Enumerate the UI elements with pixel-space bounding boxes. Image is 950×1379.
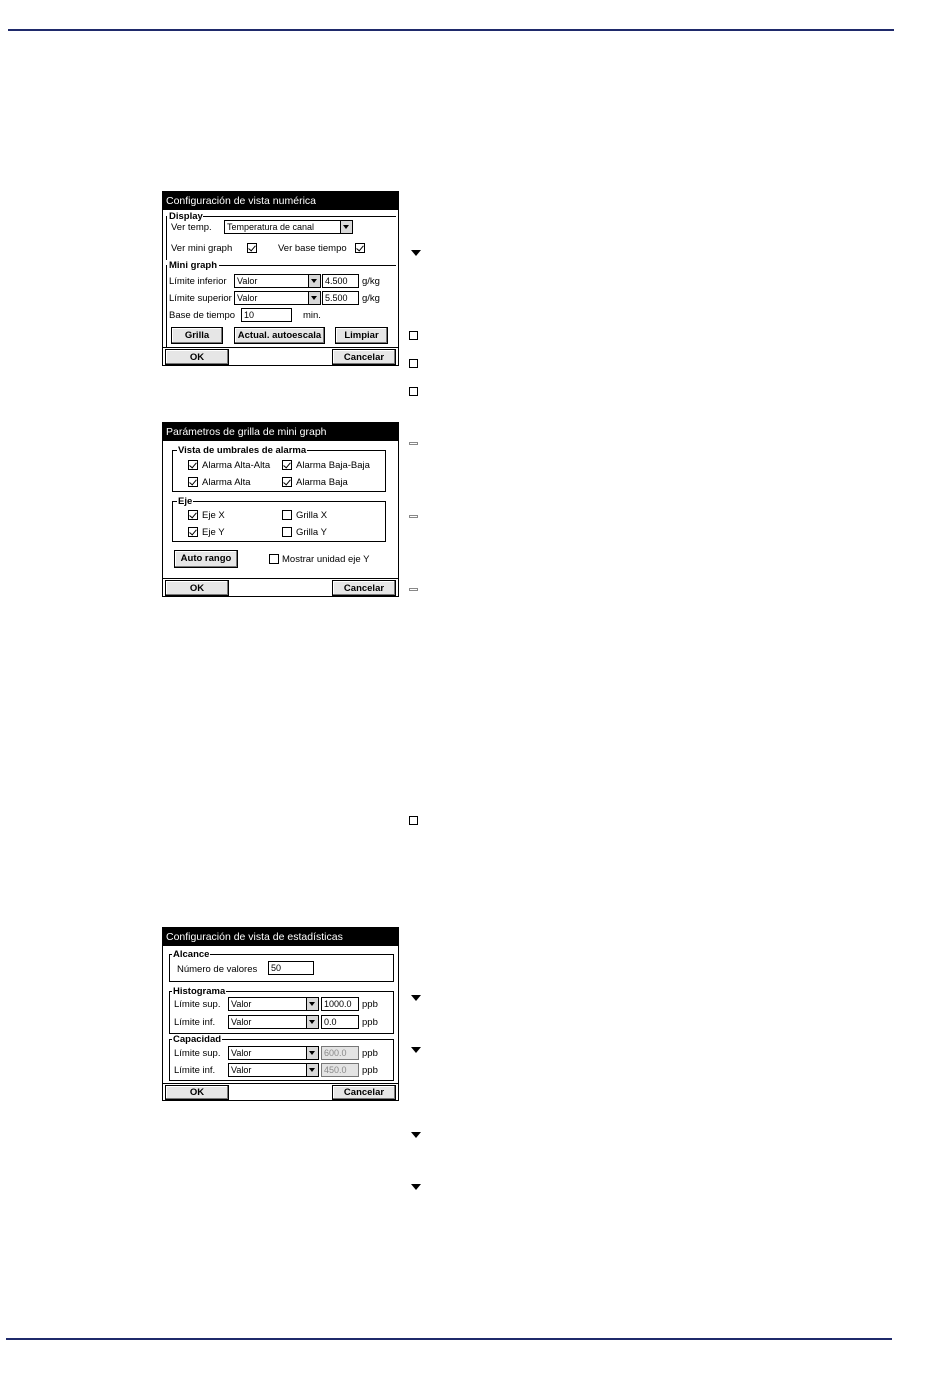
- limite-superior-select[interactable]: [234, 291, 321, 305]
- numero-valores-input[interactable]: 50: [268, 961, 314, 975]
- square-bullet-icon: [409, 359, 418, 368]
- mini-graph-group-left: [166, 265, 167, 347]
- alarma-baja-baja-checkbox[interactable]: [282, 460, 292, 470]
- top-rule: [8, 29, 894, 31]
- base-tiempo-input[interactable]: 10: [241, 308, 292, 322]
- ver-base-tiempo-checkbox[interactable]: [355, 243, 365, 253]
- grilla-x-checkbox[interactable]: [282, 510, 292, 520]
- numeric-view-config-dialog: [162, 191, 399, 366]
- grilla-x-label: Grilla X: [296, 510, 328, 521]
- ver-temp-value: Temperatura de canal: [227, 222, 315, 232]
- chevron-down-icon[interactable]: [306, 1047, 318, 1059]
- cancel-button[interactable]: Cancelar: [332, 1085, 396, 1100]
- grilla-button[interactable]: Grilla: [171, 327, 223, 344]
- h-limite-inf-unit: ppb: [362, 1017, 378, 1028]
- dialog-title: Parámetros de grilla de mini graph: [163, 423, 398, 441]
- c-limite-inf-select[interactable]: [228, 1063, 319, 1077]
- grilla-y-label: Grilla Y: [296, 527, 327, 538]
- ok-button[interactable]: OK: [165, 580, 229, 596]
- h-limite-sup-input[interactable]: 1000.0: [321, 997, 359, 1011]
- c-limite-sup-input: 600.0: [321, 1046, 359, 1060]
- display-group-line: [203, 216, 396, 217]
- alarm-thresholds-group-title: Vista de umbrales de alarma: [178, 445, 307, 456]
- triangle-down-icon: [411, 250, 421, 256]
- capacidad-group-title: Capacidad: [173, 1034, 222, 1045]
- dash-bullet-icon: [409, 442, 418, 445]
- actual-autoescala-button[interactable]: Actual. autoescala: [234, 327, 325, 344]
- display-group-left: [166, 216, 167, 260]
- c-limite-sup-select[interactable]: [228, 1046, 319, 1060]
- cancel-button[interactable]: Cancelar: [332, 580, 396, 596]
- limite-superior-label: Límite superior: [169, 293, 232, 304]
- mini-graph-group-line: [219, 265, 396, 266]
- alarma-baja-baja-label: Alarma Baja-Baja: [296, 460, 370, 471]
- bottom-rule: [6, 1338, 892, 1340]
- h-limite-sup-label: Límite sup.: [174, 999, 221, 1010]
- chevron-down-icon[interactable]: [306, 1016, 318, 1028]
- triangle-down-icon: [411, 995, 421, 1001]
- eje-x-checkbox[interactable]: [188, 510, 198, 520]
- mostrar-unidad-label: Mostrar unidad eje Y: [282, 554, 370, 565]
- ok-button[interactable]: OK: [165, 1085, 229, 1100]
- c-limite-inf-input: 450.0: [321, 1063, 359, 1077]
- limpiar-button[interactable]: Limpiar: [335, 327, 388, 344]
- dialog-title: Configuración de vista de estadísticas: [163, 928, 398, 946]
- base-tiempo-unit: min.: [303, 310, 321, 321]
- alarma-alta-label: Alarma Alta: [202, 477, 251, 488]
- h-limite-inf-mode: Valor: [231, 1017, 252, 1027]
- alcance-group-title: Alcance: [173, 949, 210, 960]
- limite-superior-unit: g/kg: [362, 293, 380, 304]
- ver-mini-graph-label: Ver mini graph: [171, 243, 233, 254]
- alarma-alta-checkbox[interactable]: [188, 477, 198, 487]
- chevron-down-icon[interactable]: [306, 998, 318, 1010]
- ok-button[interactable]: OK: [165, 349, 229, 365]
- triangle-down-icon: [411, 1184, 421, 1190]
- limite-inferior-mode: Valor: [237, 276, 258, 286]
- ver-temp-select[interactable]: [224, 220, 353, 234]
- h-limite-inf-select[interactable]: [228, 1015, 319, 1029]
- c-limite-inf-label: Límite inf.: [174, 1065, 216, 1076]
- h-limite-inf-label: Límite inf.: [174, 1017, 216, 1028]
- limite-superior-mode: Valor: [237, 293, 258, 303]
- h-limite-sup-mode: Valor: [231, 999, 252, 1009]
- mini-graph-grid-dialog: [162, 422, 399, 597]
- triangle-down-icon: [411, 1132, 421, 1138]
- alarma-alta-alta-checkbox[interactable]: [188, 460, 198, 470]
- alarma-alta-alta-label: Alarma Alta-Alta: [202, 460, 271, 471]
- histograma-group-title: Histograma: [173, 986, 226, 997]
- limite-superior-input[interactable]: 5.500: [322, 291, 359, 305]
- limite-inferior-label: Límite inferior: [169, 276, 227, 287]
- base-tiempo-label: Base de tiempo: [169, 310, 236, 321]
- c-limite-sup-label: Límite sup.: [174, 1048, 221, 1059]
- numero-valores-label: Número de valores: [177, 964, 258, 975]
- square-bullet-icon: [409, 816, 418, 825]
- eje-y-checkbox[interactable]: [188, 527, 198, 537]
- limite-inferior-select[interactable]: [234, 274, 321, 288]
- square-bullet-icon: [409, 387, 418, 396]
- dash-bullet-icon: [409, 588, 418, 591]
- limite-inferior-unit: g/kg: [362, 276, 380, 287]
- square-bullet-icon: [409, 331, 418, 340]
- cancel-button[interactable]: Cancelar: [332, 349, 396, 365]
- c-limite-inf-unit: ppb: [362, 1065, 378, 1076]
- c-limite-inf-mode: Valor: [231, 1065, 252, 1075]
- dash-bullet-icon: [409, 515, 418, 518]
- chevron-down-icon[interactable]: [306, 1064, 318, 1076]
- h-limite-sup-select[interactable]: [228, 997, 319, 1011]
- eje-x-label: Eje X: [202, 510, 225, 521]
- c-limite-sup-unit: ppb: [362, 1048, 378, 1059]
- alarma-baja-label: Alarma Baja: [296, 477, 348, 488]
- mostrar-unidad-checkbox[interactable]: [269, 554, 279, 564]
- axis-group-title: Eje: [178, 496, 193, 507]
- c-limite-sup-mode: Valor: [231, 1048, 252, 1058]
- grilla-y-checkbox[interactable]: [282, 527, 292, 537]
- display-group-title: Display: [169, 211, 203, 222]
- ver-temp-label: Ver temp.: [171, 222, 212, 233]
- h-limite-inf-input[interactable]: 0.0: [321, 1015, 359, 1029]
- ver-base-tiempo-label: Ver base tiempo: [278, 243, 347, 254]
- eje-y-label: Eje Y: [202, 527, 225, 538]
- ver-mini-graph-checkbox[interactable]: [247, 243, 257, 253]
- alarma-baja-checkbox[interactable]: [282, 477, 292, 487]
- chevron-down-icon[interactable]: [340, 221, 352, 233]
- triangle-down-icon: [411, 1047, 421, 1053]
- h-limite-sup-unit: ppb: [362, 999, 378, 1010]
- auto-rango-button[interactable]: Auto rango: [174, 550, 238, 568]
- dialog-title: Configuración de vista numérica: [163, 192, 398, 210]
- statistics-view-config-dialog: [162, 927, 399, 1101]
- chevron-down-icon[interactable]: [308, 292, 320, 304]
- mini-graph-group-title: Mini graph: [169, 260, 218, 271]
- limite-inferior-input[interactable]: 4.500: [322, 274, 359, 288]
- chevron-down-icon[interactable]: [308, 275, 320, 287]
